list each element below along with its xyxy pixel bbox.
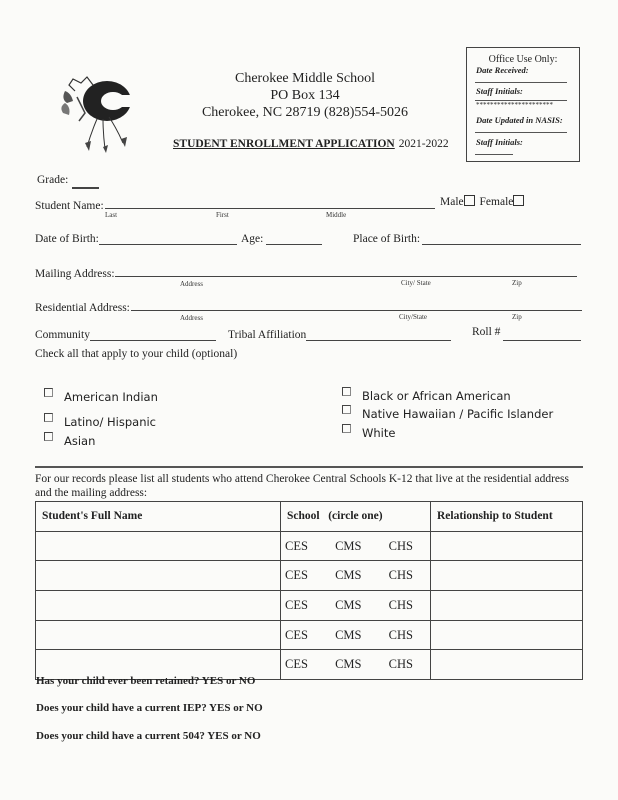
age-label: Age:: [241, 233, 264, 245]
school-option-cms[interactable]: CMS: [335, 568, 362, 583]
question-504: Does your child have a current 504? YES or NO: [36, 730, 261, 742]
col-relationship: Relationship to Student: [431, 502, 583, 532]
school-option-cms[interactable]: CMS: [335, 657, 362, 672]
hawaiian-label: Native Hawaiian / Pacific Islander: [362, 407, 554, 421]
black-label: Black or African American: [362, 389, 511, 403]
latino-checkbox[interactable]: [44, 413, 53, 422]
table-row: [36, 620, 583, 650]
table-row: [36, 591, 583, 621]
school-option-chs[interactable]: CHS: [388, 657, 413, 672]
school-option-cms[interactable]: CMS: [335, 627, 362, 642]
students-table: [35, 501, 583, 680]
student-name-cell[interactable]: [36, 531, 281, 561]
dob-input[interactable]: [99, 244, 237, 245]
option-american-indian[interactable]: [44, 390, 158, 404]
table-row: [36, 561, 583, 591]
mailing-address-label: Mailing Address:: [35, 268, 115, 280]
mailing-address-input[interactable]: [115, 276, 577, 277]
staff-initials2-label: Staff Initials:: [476, 137, 523, 147]
school-option-ces[interactable]: CES: [285, 657, 308, 672]
male-checkbox[interactable]: [464, 195, 475, 206]
mailing-zip-sublabel: Zip: [512, 279, 522, 287]
student-name-cell[interactable]: [36, 561, 281, 591]
residential-zip-sublabel: Zip: [512, 313, 522, 321]
school-option-cms[interactable]: CMS: [335, 597, 362, 612]
school-header: [180, 70, 430, 121]
american-indian-checkbox[interactable]: [44, 388, 53, 397]
female-checkbox[interactable]: [513, 195, 524, 206]
option-latino[interactable]: [44, 415, 156, 429]
school-option-chs[interactable]: CHS: [388, 597, 413, 612]
residential-address-label: Residential Address:: [35, 302, 130, 314]
school-option-ces[interactable]: CES: [285, 538, 308, 553]
black-checkbox[interactable]: [342, 387, 351, 396]
residential-city-sublabel: City/State: [399, 313, 427, 321]
asian-checkbox[interactable]: [44, 432, 53, 441]
question-retained: Has your child ever been retained? YES or NO: [36, 675, 256, 687]
school-option-ces[interactable]: CES: [285, 568, 308, 583]
option-black[interactable]: [342, 389, 511, 403]
latino-label: Latino/ Hispanic: [64, 415, 156, 429]
student-name-label: Student Name:: [35, 200, 104, 212]
date-updated-label: Date Updated in NASIS:: [476, 115, 563, 125]
school-cell: [281, 591, 431, 621]
place-of-birth-input[interactable]: [422, 244, 581, 245]
age-input[interactable]: [266, 244, 322, 245]
col-school: School (circle one): [281, 502, 431, 532]
date-received-label: Date Received:: [476, 65, 529, 75]
male-label: Male: [440, 196, 464, 208]
roll-label: Roll #: [472, 326, 501, 338]
tribal-affiliation-label: Tribal Affiliation: [228, 329, 307, 341]
relationship-cell[interactable]: [431, 531, 583, 561]
form-title-text: STUDENT ENROLLMENT APPLICATION: [173, 138, 395, 150]
school-option-ces[interactable]: CES: [285, 627, 308, 642]
mailing-address-sublabel: Address: [180, 280, 203, 288]
city-phone: Cherokee, NC 28719 (828)554-5026: [201, 105, 409, 120]
female-label: Female: [479, 196, 514, 208]
option-asian[interactable]: [44, 434, 95, 448]
hawaiian-checkbox[interactable]: [342, 405, 351, 414]
community-label: Community: [35, 329, 90, 341]
relationship-cell[interactable]: [431, 591, 583, 621]
asian-label: Asian: [64, 434, 96, 448]
place-of-birth-label: Place of Birth:: [353, 233, 421, 245]
date-received-line[interactable]: [475, 82, 567, 83]
staff-initials-label: Staff Initials:: [476, 86, 523, 96]
student-name-input[interactable]: [105, 208, 435, 209]
relationship-cell[interactable]: [431, 561, 583, 591]
logo-letter: C: [105, 95, 117, 112]
option-hawaiian[interactable]: [342, 407, 553, 421]
school-cell: [281, 561, 431, 591]
last-sublabel: Last: [105, 211, 118, 219]
student-name-cell[interactable]: [36, 620, 281, 650]
school-option-chs[interactable]: CHS: [388, 538, 413, 553]
residential-address-input[interactable]: [131, 310, 582, 311]
records-instruction: For our records please list all students who attend Cherokee Central Schools K-12 that live at the residential address and the mailing address:: [35, 473, 569, 499]
school-option-chs[interactable]: CHS: [388, 627, 413, 642]
mailing-city-sublabel: City/ State: [401, 279, 431, 287]
date-updated-line[interactable]: [475, 132, 567, 133]
school-option-cms[interactable]: CMS: [335, 538, 362, 553]
grade-input[interactable]: [72, 187, 99, 189]
school-name: Cherokee Middle School: [235, 71, 375, 86]
form-year: 2021-2022: [398, 138, 449, 150]
school-logo: [57, 73, 147, 153]
white-checkbox[interactable]: [342, 424, 351, 433]
community-input[interactable]: [90, 340, 216, 341]
school-option-ces[interactable]: CES: [285, 597, 308, 612]
ethnicity-prompt: Check all that apply to your child (optional): [35, 348, 238, 360]
staff-initials2-line[interactable]: [475, 154, 513, 155]
school-cell: [281, 650, 431, 680]
col-student-name: Student's Full Name: [36, 502, 281, 532]
office-stars: **********************: [476, 101, 553, 109]
school-cell: [281, 531, 431, 561]
grade-label: Grade:: [37, 174, 69, 186]
school-cell: [281, 620, 431, 650]
first-sublabel: First: [216, 211, 229, 219]
middle-sublabel: Middle: [326, 211, 347, 219]
po-box: PO Box 134: [270, 88, 340, 103]
american-indian-label: American Indian: [64, 390, 158, 404]
option-white[interactable]: [342, 426, 395, 440]
office-title: Office Use Only:: [488, 54, 558, 65]
office-use-box: [466, 47, 580, 162]
gender-options: [440, 195, 524, 208]
form-title: [173, 134, 449, 152]
white-label: White: [362, 426, 396, 440]
question-iep: Does your child have a current IEP? YES or NO: [36, 702, 263, 714]
school-option-chs[interactable]: CHS: [388, 568, 413, 583]
roll-input[interactable]: [503, 340, 581, 341]
relationship-cell[interactable]: [431, 620, 583, 650]
section-divider: [35, 466, 583, 468]
relationship-cell[interactable]: [431, 650, 583, 680]
table-header-row: [36, 502, 583, 532]
table-row: [36, 531, 583, 561]
tribal-affiliation-input[interactable]: [306, 340, 451, 341]
student-name-cell[interactable]: [36, 591, 281, 621]
dob-label: Date of Birth:: [35, 233, 99, 245]
residential-address-sublabel: Address: [180, 314, 203, 322]
